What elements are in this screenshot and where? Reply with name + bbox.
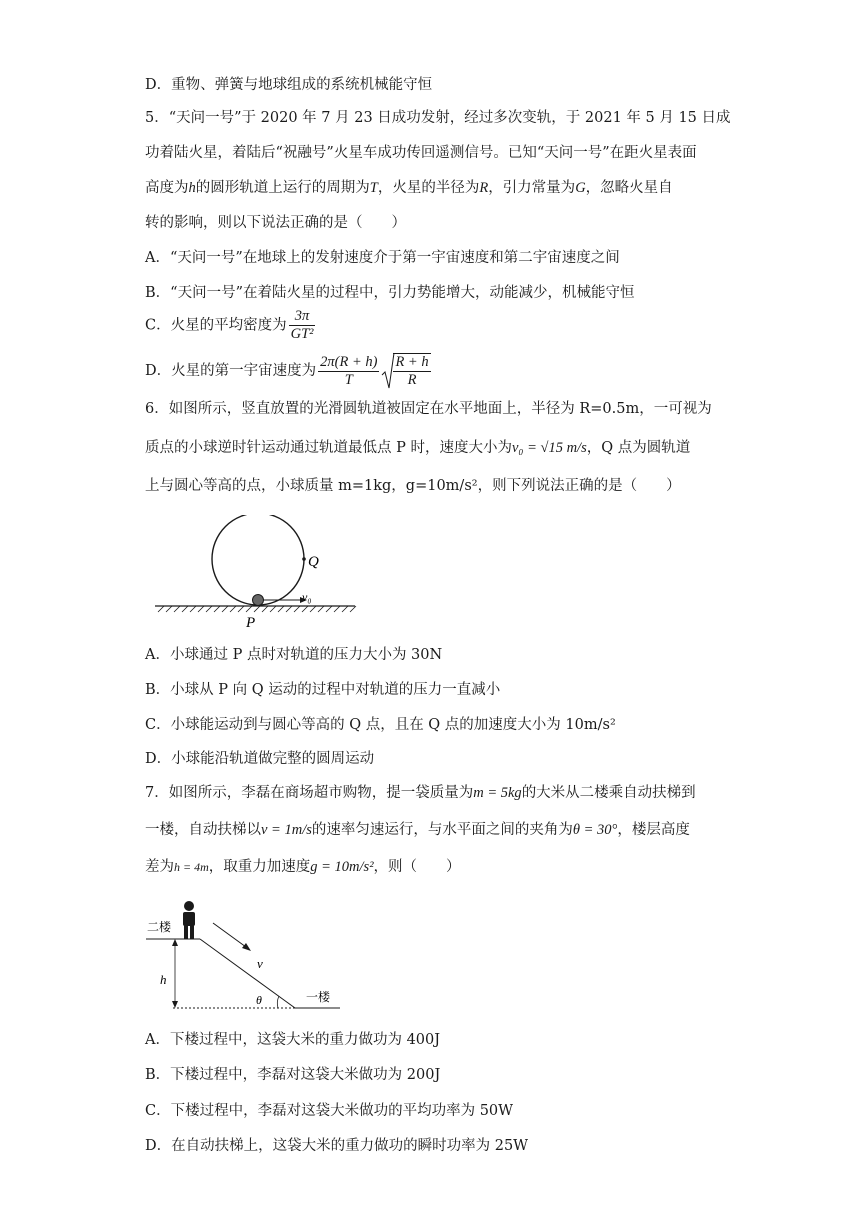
q5-stem-line-4: 转的影响，则以下说法正确的是（ ） [145, 215, 406, 231]
var-R: R [479, 180, 489, 196]
arrow-down-icon [172, 1001, 178, 1008]
q5-text: ，引力常量为 [488, 180, 576, 196]
label-theta: θ [256, 993, 262, 1007]
track-circle [212, 515, 304, 605]
label-h: h [160, 972, 167, 987]
fraction-denominator: R [407, 372, 417, 388]
q6-velocity: v₀ = √15 m/s [511, 440, 587, 456]
q5-option-b: B．“天问一号”在着陆火星的过程中，引力势能增大，动能减少，机械能守恒 [145, 285, 635, 301]
q6-option-c: C．小球能运动到与圆心等高的 Q 点，且在 Q 点的加速度大小为 10m/s² [145, 717, 616, 733]
label-floor-1: 一楼 [306, 990, 331, 1004]
q5-stem-line-1: 5．“天问一号”于 2020 年 7 月 23 日成功发射，经过多次变轨，于 2021 年 5 月 15 日成 [145, 110, 731, 126]
fraction-denominator: GT² [290, 326, 314, 342]
fraction-numerator: R + h [395, 354, 429, 370]
label-v: v [257, 956, 263, 971]
q7-option-c: C．下楼过程中，李磊对这袋大米做功的平均功率为 50W [145, 1103, 514, 1119]
q7-text: 7．如图所示，李磊在商场超市购物，提一袋质量为 [145, 785, 474, 801]
q5-text: ，忽略火星自 [585, 180, 673, 196]
fraction-numerator: 2π(R + h) [320, 353, 378, 370]
square-root [381, 351, 432, 391]
q5-option-d-text: D．火星的第一宇宙速度为 [145, 363, 317, 379]
var-h: h [188, 180, 196, 196]
q7-option-d: D．在自动扶梯上，这袋大米的重力做功的瞬时功率为 25W [145, 1138, 529, 1154]
q5-option-c-text: C．火星的平均密度为 [145, 317, 287, 334]
q5-text: 高度为 [145, 180, 189, 196]
fraction-denominator: T [344, 371, 353, 388]
q6-stem-line-3: 上与圆心等高的点，小球质量 m=1kg，g=10m/s²，则下列说法正确的是（ ） [145, 478, 681, 494]
q6-text: ，Q 点为圆轨道 [586, 440, 691, 456]
radicand-fraction [393, 353, 430, 389]
q7-text: 差为 [145, 859, 174, 875]
q7-height: h = 4m [174, 860, 209, 874]
q7-stem-line-1 [145, 783, 696, 803]
q5-text: 的圆形轨道上运行的周期为 [195, 180, 370, 196]
q7-text: 的速率匀速运行，与水平面之间的夹角为 [311, 822, 573, 838]
q6-option-d: D．小球能沿轨道做完整的圆周运动 [145, 751, 375, 767]
q5-option-c [145, 308, 317, 343]
q6-option-b: B．小球从 P 向 Q 运动的过程中对轨道的压力一直减小 [145, 682, 501, 698]
circular-track-figure [150, 515, 370, 630]
escalator-figure [140, 895, 350, 1020]
q6-stem-line-1: 6．如图所示，竖直放置的光滑圆轨道被固定在水平地面上，半径为 R=0.5m，一可视为 [145, 401, 712, 417]
arrow-head-icon [242, 943, 251, 951]
ground-hatching [158, 606, 356, 612]
q7-speed: v = 1m/s [261, 822, 312, 838]
q7-text: ，取重力加速度 [208, 859, 311, 875]
label-floor-2: 二楼 [147, 920, 172, 934]
q6-stem-line-2 [145, 438, 690, 458]
q4-option-d: D．重物、弹簧与地球组成的系统机械能守恒 [145, 77, 433, 93]
q7-stem-line-3 [145, 857, 461, 877]
q5-text: ，火星的半径为 [377, 180, 480, 196]
label-v0: v₀ [302, 590, 312, 604]
var-T: T [369, 180, 378, 196]
q7-angle: θ = 30° [572, 822, 618, 838]
q6-option-a: A．小球通过 P 点时对轨道的压力大小为 30N [145, 647, 443, 663]
q7-text: ，楼层高度 [617, 822, 690, 838]
q5-option-d [145, 351, 433, 391]
fraction-numerator: 3π [289, 308, 316, 326]
q7-mass: m = 5kg [473, 785, 522, 801]
q7-option-b: B．下楼过程中，李磊对这袋大米做功为 200J [145, 1067, 441, 1083]
q7-option-a: A．下楼过程中，这袋大米的重力做功为 400J [145, 1032, 441, 1048]
person-icon [183, 901, 195, 939]
q5-option-a: A．“天问一号”在地球上的发射速度介于第一宇宙速度和第二宇宙速度之间 [145, 250, 620, 266]
q7-stem-line-2 [145, 820, 690, 840]
var-G: G [575, 180, 586, 196]
q7-gravity: g = 10m/s² [310, 859, 374, 875]
point-q [302, 557, 306, 561]
ball [253, 595, 264, 606]
arrow-up-icon [172, 939, 178, 946]
q5-stem-line-2: 功着陆火星，着陆后“祝融号”火星车成功传回遥测信号。已知“天问一号”在距火星表面 [145, 145, 697, 161]
label-p: P [246, 615, 256, 630]
angle-arc [277, 996, 279, 1008]
velocity-fraction [318, 354, 379, 389]
velocity-arrow [213, 923, 246, 947]
q6-text: 质点的小球逆时针运动通过轨道最低点 P 时，速度大小为 [145, 440, 512, 456]
q7-text: ，则（ ） [373, 859, 461, 875]
q7-text: 一楼，自动扶梯以 [145, 822, 261, 838]
q7-text: 的大米从二楼乘自动扶梯到 [521, 785, 696, 801]
label-q: Q [308, 554, 319, 570]
q5-stem-line-3 [145, 178, 673, 198]
density-fraction [289, 308, 316, 343]
